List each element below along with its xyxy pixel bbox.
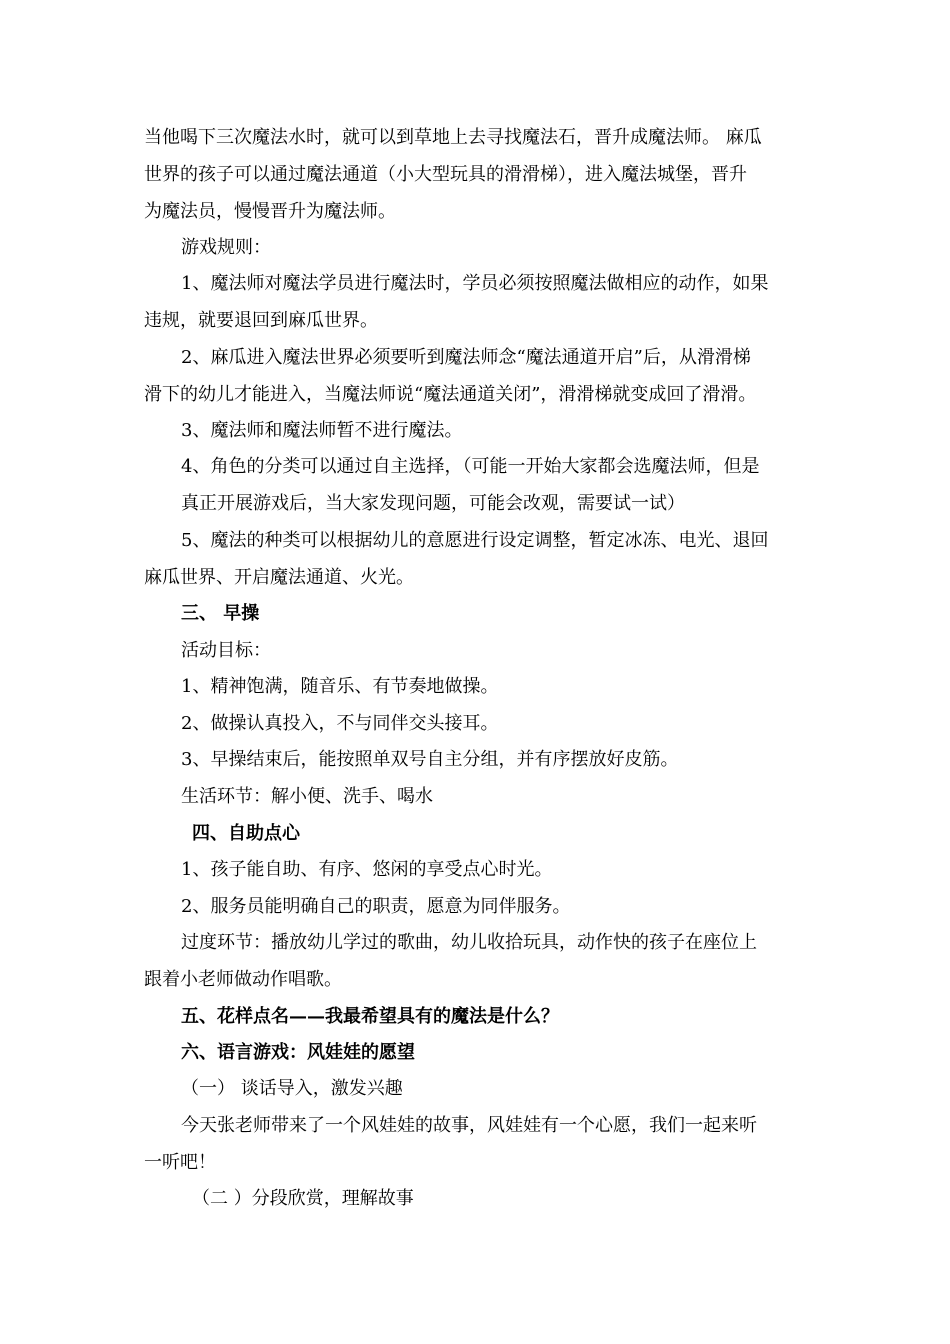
rule-5-line: 麻瓜世界、开启魔法通道、火光。 (144, 567, 414, 588)
paragraph-line: 世界的孩子可以通过魔法通道（小大型玩具的滑滑梯），进入魔法城堡，晋升 (144, 164, 747, 185)
intro-line: 今天张老师带来了一个风娃娃的故事，风娃娃有一个心愿，我们一起来听 (181, 1115, 757, 1136)
goal-2: 2、做操认真投入，不与同伴交头接耳。 (181, 713, 499, 734)
transition-line: 过度环节：播放幼儿学过的歌曲，幼儿收拾玩具，动作快的孩子在座位上 (181, 932, 757, 953)
rule-2-line: 滑下的幼儿才能进入，当魔法师说“魔法通道关闭”，滑滑梯就变成回了滑滑。 (144, 384, 757, 405)
rule-2-line: 2、麻瓜进入魔法世界必须要听到魔法师念“魔法通道开启”后，从滑滑梯 (181, 347, 751, 368)
rule-1-line: 1、魔法师对魔法学员进行魔法时，学员必须按照魔法做相应的动作，如果 (181, 273, 769, 294)
sub-heading-2: （二 ）分段欣赏，理解故事 (192, 1188, 414, 1209)
snack-1: 1、孩子能自助、有序、悠闲的享受点心时光。 (181, 859, 553, 880)
goal-heading: 活动目标： (181, 640, 271, 661)
paragraph-line: 当他喝下三次魔法水时，就可以到草地上去寻找魔法石，晋升成魔法师。 麻瓜 (144, 127, 762, 148)
section-heading-3: 三、 早操 (181, 603, 260, 624)
life-step: 生活环节：解小便、洗手、喝水 (181, 786, 433, 807)
paragraph-line: 为魔法员，慢慢晋升为魔法师。 (144, 201, 396, 222)
goal-3: 3、早操结束后，能按照单双号自主分组，并有序摆放好皮筋。 (181, 749, 679, 770)
goal-1: 1、精神饱满，随音乐、有节奏地做操。 (181, 676, 499, 697)
snack-2: 2、服务员能明确自己的职责，愿意为同伴服务。 (181, 896, 571, 917)
sub-heading-1: （一） 谈话导入，激发兴趣 (181, 1078, 403, 1099)
rule-3-line: 3、魔法师和魔法师暂不进行魔法。 (181, 420, 463, 441)
section-heading-6: 六、语言游戏：风娃娃的愿望 (181, 1042, 415, 1063)
rule-1-line: 违规，就要退回到麻瓜世界。 (144, 310, 378, 331)
rule-5-line: 5、魔法的种类可以根据幼儿的意愿进行设定调整，暂定冰冻、电光、退回 (181, 530, 769, 551)
rules-heading: 游戏规则： (181, 237, 271, 258)
transition-line: 跟着小老师做动作唱歌。 (144, 969, 342, 990)
rule-4-line: 4、角色的分类可以通过自主选择，（可能一开始大家都会选魔法师，但是 (181, 456, 760, 477)
section-heading-5: 五、花样点名——我最希望具有的魔法是什么？ (181, 1006, 559, 1027)
rule-4-line: 真正开展游戏后，当大家发现问题，可能会改观，需要试一试） (181, 493, 685, 514)
section-heading-4: 四、自助点心 (192, 823, 300, 844)
intro-line: 一听吧！ (144, 1152, 216, 1173)
